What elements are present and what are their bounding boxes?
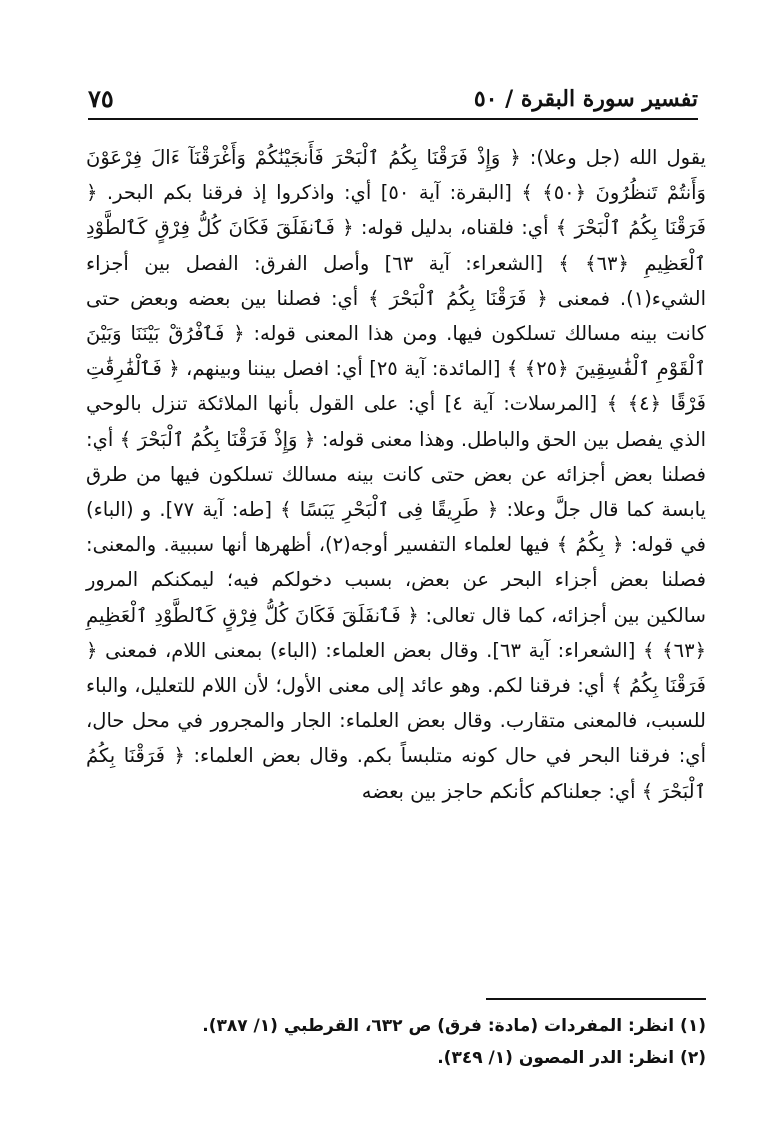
page-number: ٧٥ [88,84,114,113]
footnote-2: (٢) انظر: الدر المصون (١/ ٣٤٩). [437,1048,706,1068]
footnotes [86,1010,706,1074]
header-rule [88,118,698,120]
footnote-1: (١) انظر: المفردات (مادة: فرق) ص ٦٣٢، القرطبي (١/ ٣٨٧). [202,1016,706,1036]
body-text [86,140,706,809]
running-title: تفسير سورة البقرة / ٥٠ [473,86,698,112]
footnote-rule [486,998,706,1000]
page-header [88,82,698,118]
body-paragraph: يقول الله (جل وعلا): ﴿ وَإِذْ فَرَقْنَا بِكُمُ ٱلْبَحْرَ فَأَنجَيْنَٰكُمْ وَأَغْرَقْنَآ ءَالَ فِرْعَوْنَ وَأَنتُمْ تَنظُرُونَ ﴿٥٠﴾ ﴾ [البقرة: آية ٥٠] أي: واذكروا إذ فرقنا بكم البحر. ﴿ فَرَقْنَا بِكُمُ ٱلْبَحْرَ ﴾ أي: فلقناه، بدليل قوله: ﴿ فَٱنفَلَقَ فَكَانَ كُلُّ فِرْقٍ كَٱلطَّوْدِ ٱلْعَظِيمِ ﴿٦٣﴾ ﴾ [الشعراء: آية ٦٣] وأصل الفرق: الفصل بين أجزاء الشيء(١). فمعنى ﴿ فَرَقْنَا بِكُمُ ٱلْبَحْرَ ﴾ أي: فصلنا بين بعضه وبعض حتى كانت بينه مسالك تسلكون فيها. ومن هذا المعنى قوله: ﴿ فَٱفْرُقْ بَيْنَنَا وَبَيْنَ ٱلْقَوْمِ ٱلْفَٰسِقِينَ ﴿٢٥﴾ ﴾ [المائدة: آية ٢٥] أي: افصل بيننا وبينهم، ﴿ فَٱلْفَٰرِقَٰتِ فَرْقًا ﴿٤﴾ ﴾ [المرسلات: آية ٤] أي: على القول بأنها الملائكة تنزل بالوحي الذي يفصل بين الحق والباطل. وهذا معنى قوله: ﴿ وَإِذْ فَرَقْنَا بِكُمُ ٱلْبَحْرَ ﴾ أي: فصلنا بعض أجزائه عن بعض حتى كانت بينه مسالك تسلكون فيها من طرق يابسة كما قال جلَّ وعلا: ﴿ طَرِيقًا فِى ٱلْبَحْرِ يَبَسًا ﴾ [طه: آية ٧٧]. و (الباء) في قوله: ﴿ بِكُمُ ﴾ فيها لعلماء التفسير أوجه(٢)، أظهرها أنها سببية. والمعنى: فصلنا بعض أجزاء البحر عن بعض، بسبب دخولكم فيه؛ ليمكنكم المرور سالكين بين أجزائه، كما قال تعالى: ﴿ فَٱنفَلَقَ فَكَانَ كُلُّ فِرْقٍ كَٱلطَّوْدِ ٱلْعَظِيمِ ﴿٦٣﴾ ﴾ [الشعراء: آية ٦٣]. وقال بعض العلماء: (الباء) بمعنى اللام، فمعنى ﴿ فَرَقْنَا بِكُمُ ﴾ أي: فرقنا لكم. وهو عائد إلى معنى الأول؛ لأن اللام للتعليل، والباء للسبب، فالمعنى متقارب. وقال بعض العلماء: الجار والمجرور في محل حال، أي: فرقنا البحر في حال كونه متلبساً بكم. وقال بعض العلماء: ﴿ فَرَقْنَا بِكُمُ ٱلْبَحْرَ ﴾ أي: جعلناكم كأنكم حاجز بين بعضه [86,146,706,803]
